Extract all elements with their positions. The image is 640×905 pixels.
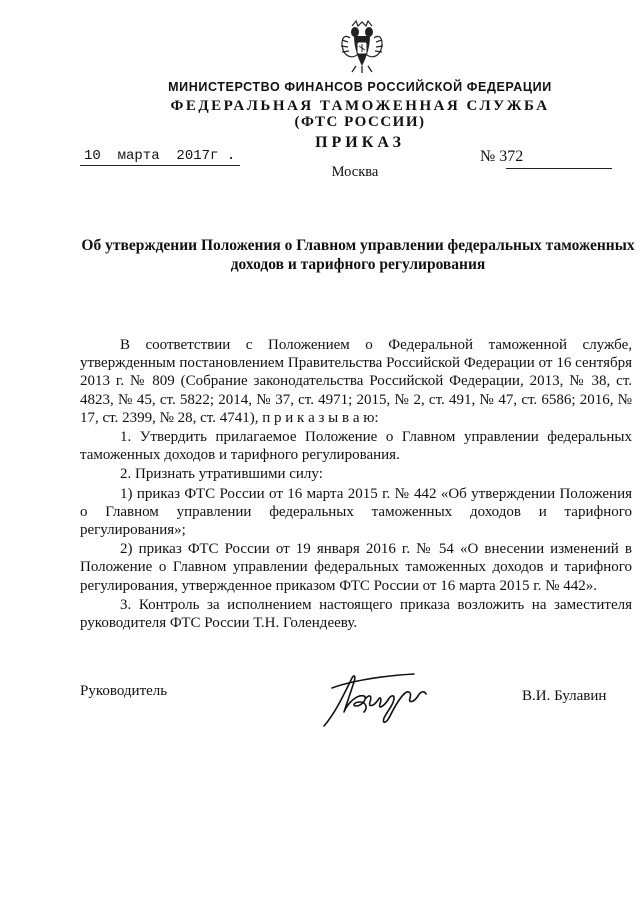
signatory-role: Руководитель (80, 683, 168, 699)
body-paragraph: В соответствии с Положением о Федеральной таможенной службе, утвержденным постановлением Правительства Российской Федерации от 16 сентября 2013 г. № 809 (Собрание законодательства Российской Федерации, 2013, № 38, ст. 4823, № 45, ст. 5822; 2014, № 37, ст. 4971; 2015, № 2, ст. 491, № 47, ст. 6586; 2016, № 17, ст. 2399, № 28, ст. 4741), п р и к а з ы в а ю: (80, 337, 632, 426)
body-paragraph: 2) приказ ФТС России от 19 января 2016 г. № 54 «О внесении изменений в Положение о Главном управлении федеральных таможенных доходов и тарифного регулирования, утвержденное приказом ФТС России от 16 марта 2015 г. № 442». (80, 541, 632, 594)
body-paragraph: 2. Признать утратившими силу: (120, 466, 323, 483)
ministry-name: МИНИСТЕРСТВО ФИНАНСОВ РОССИЙСКОЙ ФЕДЕРАЦИИ (168, 80, 552, 94)
service-name: ФЕДЕРАЛЬНАЯ ТАМОЖЕННАЯ СЛУЖБА (170, 98, 550, 114)
city: Москва (331, 164, 379, 180)
body-paragraph: 1. Утвердить прилагаемое Положение о Главном управлении федеральных таможенных доходов и тарифного регулирования. (80, 429, 632, 464)
document-title: Об утверждении Положения о Главном управлении федеральных таможенных доходов и тарифного регулирования (81, 237, 635, 273)
order-date: 10 марта 2017г . (84, 148, 236, 164)
order-number: № 372 (480, 148, 524, 165)
service-short-name: (ФТС РОССИИ) (294, 114, 426, 130)
document-type: ПРИКАЗ (315, 134, 405, 151)
body-paragraph: 1) приказ ФТС России от 16 марта 2015 г. № 442 «Об утверждении Положения о Главном управлении федеральных таможенных доходов и тарифного регулирования»; (80, 485, 632, 539)
coat-of-arms-icon (338, 18, 386, 74)
document-body (80, 336, 632, 633)
body-paragraph: 3. Контроль за исполнением настоящего приказа возложить на заместителя руководителя ФТС России Т.Н. Голендееву. (80, 596, 632, 632)
signatory-name: В.И. Булавин (522, 688, 607, 704)
handwritten-signature (318, 668, 430, 730)
